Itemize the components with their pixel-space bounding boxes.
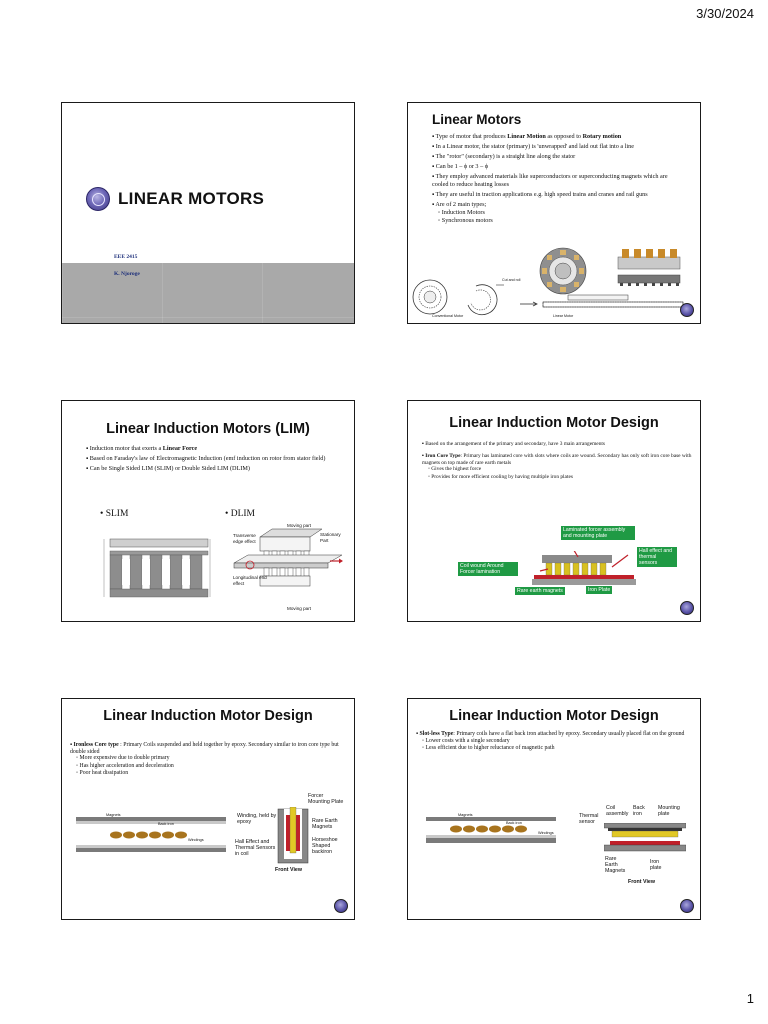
university-logo-icon — [680, 899, 694, 913]
conventional-motor-label: Conventional Motor — [432, 314, 464, 318]
slide-title: Linear Induction Motor Design — [449, 415, 659, 431]
slide-6-slotless — [407, 698, 701, 920]
forcer-plate-label: Forcer Mounting Plate — [308, 793, 344, 806]
ironless-side-view-diagram — [76, 815, 226, 855]
university-logo-icon — [334, 899, 348, 913]
slotless-front-view-diagram — [604, 823, 686, 859]
motor-unrolling-diagram — [408, 235, 701, 323]
moving-part-label: Moving part — [287, 523, 312, 528]
coil-wound-label: Coil wound Around Forcer lamination — [458, 562, 518, 576]
magnets-label: Magnets — [458, 813, 473, 817]
bullet-item: ▪ They employ advanced materials like superconductors or superconducting magnets which are cooled to reduce heating losses — [432, 172, 668, 188]
bullet-item: ▪ Based on the arrangement of the primary and secondary, have 3 main arrangements — [422, 441, 605, 447]
gray-banner — [62, 263, 354, 323]
sub-bullet: ◦ Poor heat dissipation — [76, 770, 129, 777]
bullet-item: ▪ Can be Single Sided LIM (SLIM) or Double Sided LIM (DLIM) — [86, 464, 250, 472]
bullet-item: ▪ Ironless Core type : Primary Coils suspended and held together by epoxy. Secondary similar to iron core type but double sided — [70, 742, 339, 755]
dlim-heading: • DLIM — [225, 509, 255, 519]
author-name: K. Njoroge — [114, 271, 140, 277]
transverse-edge-label: Transverse edge effect — [233, 533, 256, 545]
rare-earth-label: Rare Earth Magnets — [312, 818, 338, 831]
sub-bullet: ◦ Synchronous motors — [438, 217, 493, 225]
university-logo-icon — [86, 187, 110, 211]
laminated-forcer-label: Laminated forcer assembly and mounting plate — [561, 526, 635, 540]
sub-bullet: ◦ More expensive due to double primary — [76, 755, 170, 762]
slotless-side-view-diagram — [426, 815, 556, 851]
back-iron-label: Back iron — [506, 821, 522, 825]
slide-4-iron-core — [407, 400, 701, 622]
back-iron-label: Back iron — [158, 822, 174, 826]
sub-bullet: ◦ Less efficient due to higher reluctance of magnetic path — [422, 745, 555, 752]
longitudinal-end-label: Longitudinal end effect — [233, 575, 267, 587]
bullet-list — [70, 742, 350, 778]
slide-title: Linear Motors — [432, 112, 522, 127]
magnets-label: Magnets — [106, 813, 121, 817]
rare-earth-label: Rare Earth Magnets — [605, 856, 626, 875]
slim-heading: • SLIM — [100, 509, 129, 519]
slide-title: Linear Induction Motor Design — [103, 708, 313, 724]
front-view-label: Front View — [628, 879, 655, 885]
cut-and-roll-label: Cut and roll — [502, 278, 521, 282]
front-view-label: Front View — [275, 867, 302, 873]
iron-plate-label: Iron Plate — [588, 587, 611, 593]
rare-earth-label: Rare earth magnets — [517, 588, 563, 594]
slide-title: LINEAR MOTORS — [118, 189, 265, 208]
sub-bullet: ◦ Lower costs with a single secondary — [422, 737, 510, 744]
moving-part-label-bottom: Moving part — [287, 606, 312, 611]
bullet-item: ▪ The "rotor" (secondary) is a straight line along the stator — [432, 152, 576, 160]
hall-effect-label: Hall effect and thermal sensors — [637, 547, 677, 567]
university-logo-icon — [680, 303, 694, 317]
bullet-item: ▪ Based on Faraday's law of Electromagnetic Induction (emf induction on rotor from stator field) — [86, 454, 326, 462]
bullet-item: ▪ Can be 1 – ϕ or 3 – ϕ — [432, 162, 488, 170]
windings-label: Windings — [188, 838, 204, 842]
slide-5-ironless — [61, 698, 355, 920]
slide-title: Linear Induction Motors (LIM) — [106, 421, 310, 437]
hall-effect-label: Hall Effect and Thermal Sensors in coil — [235, 839, 276, 858]
bullet-item: ▪ Slot-less Type: Primary coils have a flat back iron attached by epoxy. Secondary usually placed flat on the ground — [416, 731, 685, 737]
slide-title: Linear Induction Motor Design — [449, 708, 659, 724]
slim-cross-section-diagram — [102, 525, 214, 613]
bullet-item: ▪ Are of 2 main types; — [432, 200, 487, 208]
thermal-sensor-label: Thermal sensor — [579, 813, 599, 826]
slide-1-title — [61, 102, 355, 324]
bullet-item: ▪ They are useful in traction applications e.g. high speed trains and cranes and rail guns — [432, 190, 648, 198]
mounting-plate-label: Mounting plate — [658, 805, 680, 818]
bullet-item: ▪ In a Linear motor, the stator (primary) is 'unwrapped' and laid out flat into a line — [432, 142, 634, 150]
slide-2-linear-motors — [407, 102, 701, 324]
page-number: 1 — [746, 991, 754, 1006]
stationary-part-label: Stationary Part — [320, 532, 341, 544]
bullet-item: ▪ Iron Core Type: Primary has laminated core with slots where coils are wound. Secondary has only soft iron core base with magnets on top made of rare earth metals — [422, 453, 692, 466]
sub-bullet: ◦ Gives the highest force — [428, 466, 482, 473]
coil-assembly-label: Coil assembly — [606, 805, 629, 818]
bullet-list — [86, 445, 338, 475]
course-code: EEE 2415 — [114, 254, 138, 260]
sub-bullet: ◦ Provides for more efficient cooling by having multiple iron plates — [428, 473, 573, 480]
slide-3-lim — [61, 400, 355, 622]
sub-bullet: ◦ Has higher acceleration and deceleration — [76, 762, 174, 769]
bullet-item: ▪ Induction motor that exerts a Linear Force — [86, 445, 198, 452]
bullet-item: ▪ Type of motor that produces Linear Motion as opposed to Rotary motion — [432, 133, 622, 140]
print-date: 3/30/2024 — [696, 6, 754, 21]
sub-bullet: ◦ Induction Motors — [438, 208, 485, 216]
bullet-list — [422, 441, 696, 481]
ironless-front-view-diagram — [276, 807, 310, 865]
windings-label: Windings — [538, 831, 554, 835]
bullet-list — [432, 133, 684, 226]
back-iron-front-label: Back iron — [633, 805, 645, 818]
university-logo-icon — [680, 601, 694, 615]
linear-motor-label: Linear Motor — [553, 314, 574, 318]
iron-plate-label: Iron plate — [650, 859, 662, 872]
bullet-list — [416, 731, 696, 753]
winding-epoxy-label: Winding, held by epoxy — [237, 813, 277, 826]
horseshoe-label: Horseshoe Shaped backiron — [312, 837, 338, 856]
